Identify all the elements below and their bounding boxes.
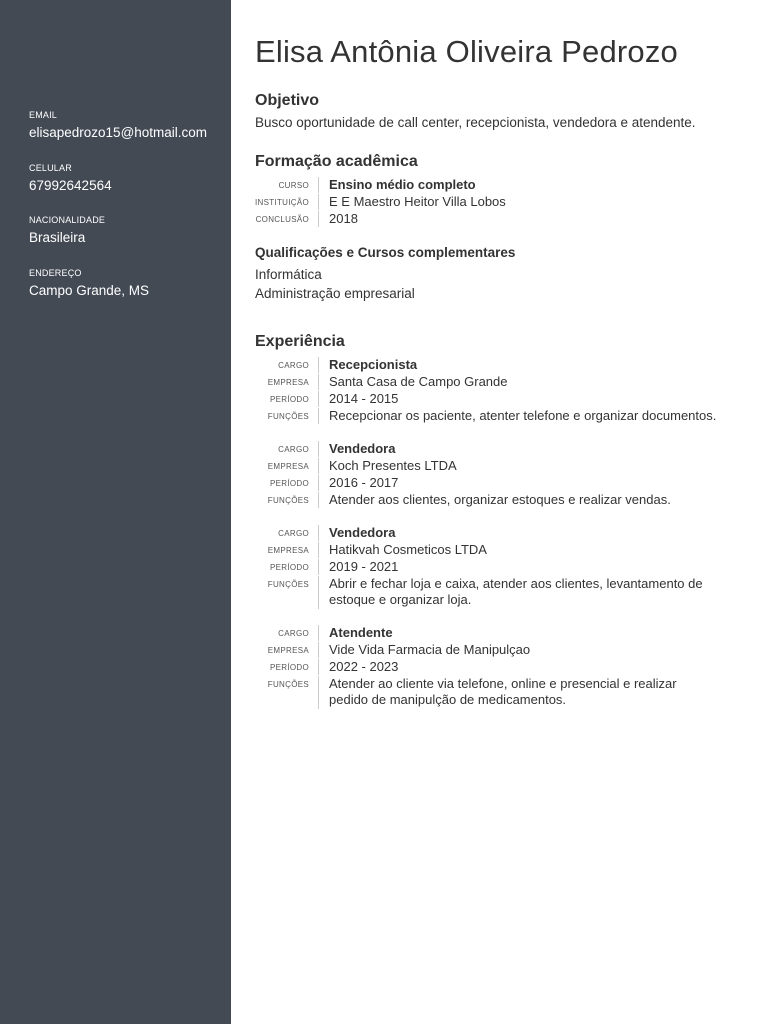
phone-value: 67992642564: [29, 178, 112, 193]
contact-address: [29, 268, 149, 299]
duties-value: Abrir e fechar loja e caixa, atender aos clientes, levantamento de estoque e organizar loja.: [318, 576, 719, 609]
entry-row: [251, 492, 741, 509]
entry-label: FUNÇÕES: [267, 680, 309, 689]
contact-phone: [29, 163, 112, 194]
institution-value: E E Maestro Heitor Villa Lobos: [318, 194, 719, 210]
entry-row: [251, 441, 741, 458]
company-value: Hatikvah Cosmeticos LTDA: [318, 542, 719, 558]
company-value: Koch Presentes LTDA: [318, 458, 719, 474]
qualification-item: Administração empresarial: [255, 286, 415, 301]
role-value: Atendente: [318, 625, 719, 641]
contact-label: EMAIL: [29, 110, 58, 120]
duties-value: Atender ao cliente via telefone, online e presencial e realizar pedido de manipulção de medicamentos.: [318, 676, 719, 709]
education-entry: [251, 177, 741, 228]
company-value: Vide Vida Farmacia de Manipulçao: [318, 642, 719, 658]
period-value: 2019 - 2021: [318, 559, 719, 575]
entry-label: FUNÇÕES: [267, 496, 309, 505]
entry-row: [251, 659, 741, 676]
entry-row: [251, 625, 741, 642]
entry-row: [251, 475, 741, 492]
entry-label: FUNÇÕES: [267, 580, 309, 589]
entry-label: CURSO: [278, 181, 309, 190]
entry-label: EMPRESA: [267, 378, 309, 387]
objective-text: Busco oportunidade de call center, recepcionista, vendedora e atendente.: [255, 115, 696, 130]
entry-row: [251, 576, 741, 609]
role-value: Vendedora: [318, 525, 719, 541]
entry-label: CARGO: [278, 529, 309, 538]
period-value: 2016 - 2017: [318, 475, 719, 491]
entry-row: [251, 408, 741, 425]
course-value: Ensino médio completo: [318, 177, 719, 193]
period-value: 2022 - 2023: [318, 659, 719, 675]
entry-row: [251, 525, 741, 542]
address-value: Campo Grande, MS: [29, 283, 150, 298]
entry-row: [251, 194, 741, 211]
entry-label: CARGO: [278, 445, 309, 454]
nationality-value: Brasileira: [29, 230, 86, 245]
experience-heading: Experiência: [255, 333, 345, 350]
entry-row: [251, 177, 741, 194]
entry-label: CONCLUSÃO: [255, 215, 309, 224]
objective-heading: Objetivo: [255, 92, 320, 109]
experience-entry: [251, 357, 741, 425]
entry-label: PERÍODO: [270, 479, 309, 488]
experience-entry: [251, 441, 741, 509]
entry-label: EMPRESA: [267, 646, 309, 655]
entry-label: PERÍODO: [270, 663, 309, 672]
contact-nationality: [29, 215, 105, 246]
duties-value: Recepcionar os paciente, atenter telefone e organizar documentos.: [318, 408, 719, 424]
sidebar: [0, 0, 231, 1024]
qualifications-heading: Qualificações e Cursos complementares: [255, 245, 516, 260]
role-value: Vendedora: [318, 441, 719, 457]
entry-row: [251, 559, 741, 576]
completion-value: 2018: [318, 211, 719, 227]
duties-value: Atender aos clientes, organizar estoques e realizar vendas.: [318, 492, 719, 508]
entry-label: EMPRESA: [267, 546, 309, 555]
contact-label: NACIONALIDADE: [29, 215, 106, 225]
contact-email: [29, 110, 207, 141]
period-value: 2014 - 2015: [318, 391, 719, 407]
qualification-item: Informática: [255, 267, 322, 282]
contact-label: ENDEREÇO: [29, 268, 82, 278]
entry-label: CARGO: [278, 629, 309, 638]
company-value: Santa Casa de Campo Grande: [318, 374, 719, 390]
entry-label: INSTITUIÇÃO: [255, 198, 309, 207]
entry-row: [251, 374, 741, 391]
entry-row: [251, 357, 741, 374]
entry-label: FUNÇÕES: [267, 412, 309, 421]
entry-row: [251, 391, 741, 408]
entry-row: [251, 676, 741, 709]
entry-label: PERÍODO: [270, 395, 309, 404]
entry-label: EMPRESA: [267, 462, 309, 471]
experience-entry: [251, 625, 741, 709]
experience-entry: [251, 525, 741, 609]
role-value: Recepcionista: [318, 357, 719, 373]
entry-label: CARGO: [278, 361, 309, 370]
entry-row: [251, 642, 741, 659]
entry-row: [251, 458, 741, 475]
contact-label: CELULAR: [29, 163, 72, 173]
page-title: Elisa Antônia Oliveira Pedrozo: [255, 34, 679, 69]
entry-label: PERÍODO: [270, 563, 309, 572]
entry-row: [251, 211, 741, 228]
entry-row: [251, 542, 741, 559]
email-value: elisapedrozo15@hotmail.com: [29, 125, 208, 140]
education-heading: Formação acadêmica: [255, 153, 418, 170]
